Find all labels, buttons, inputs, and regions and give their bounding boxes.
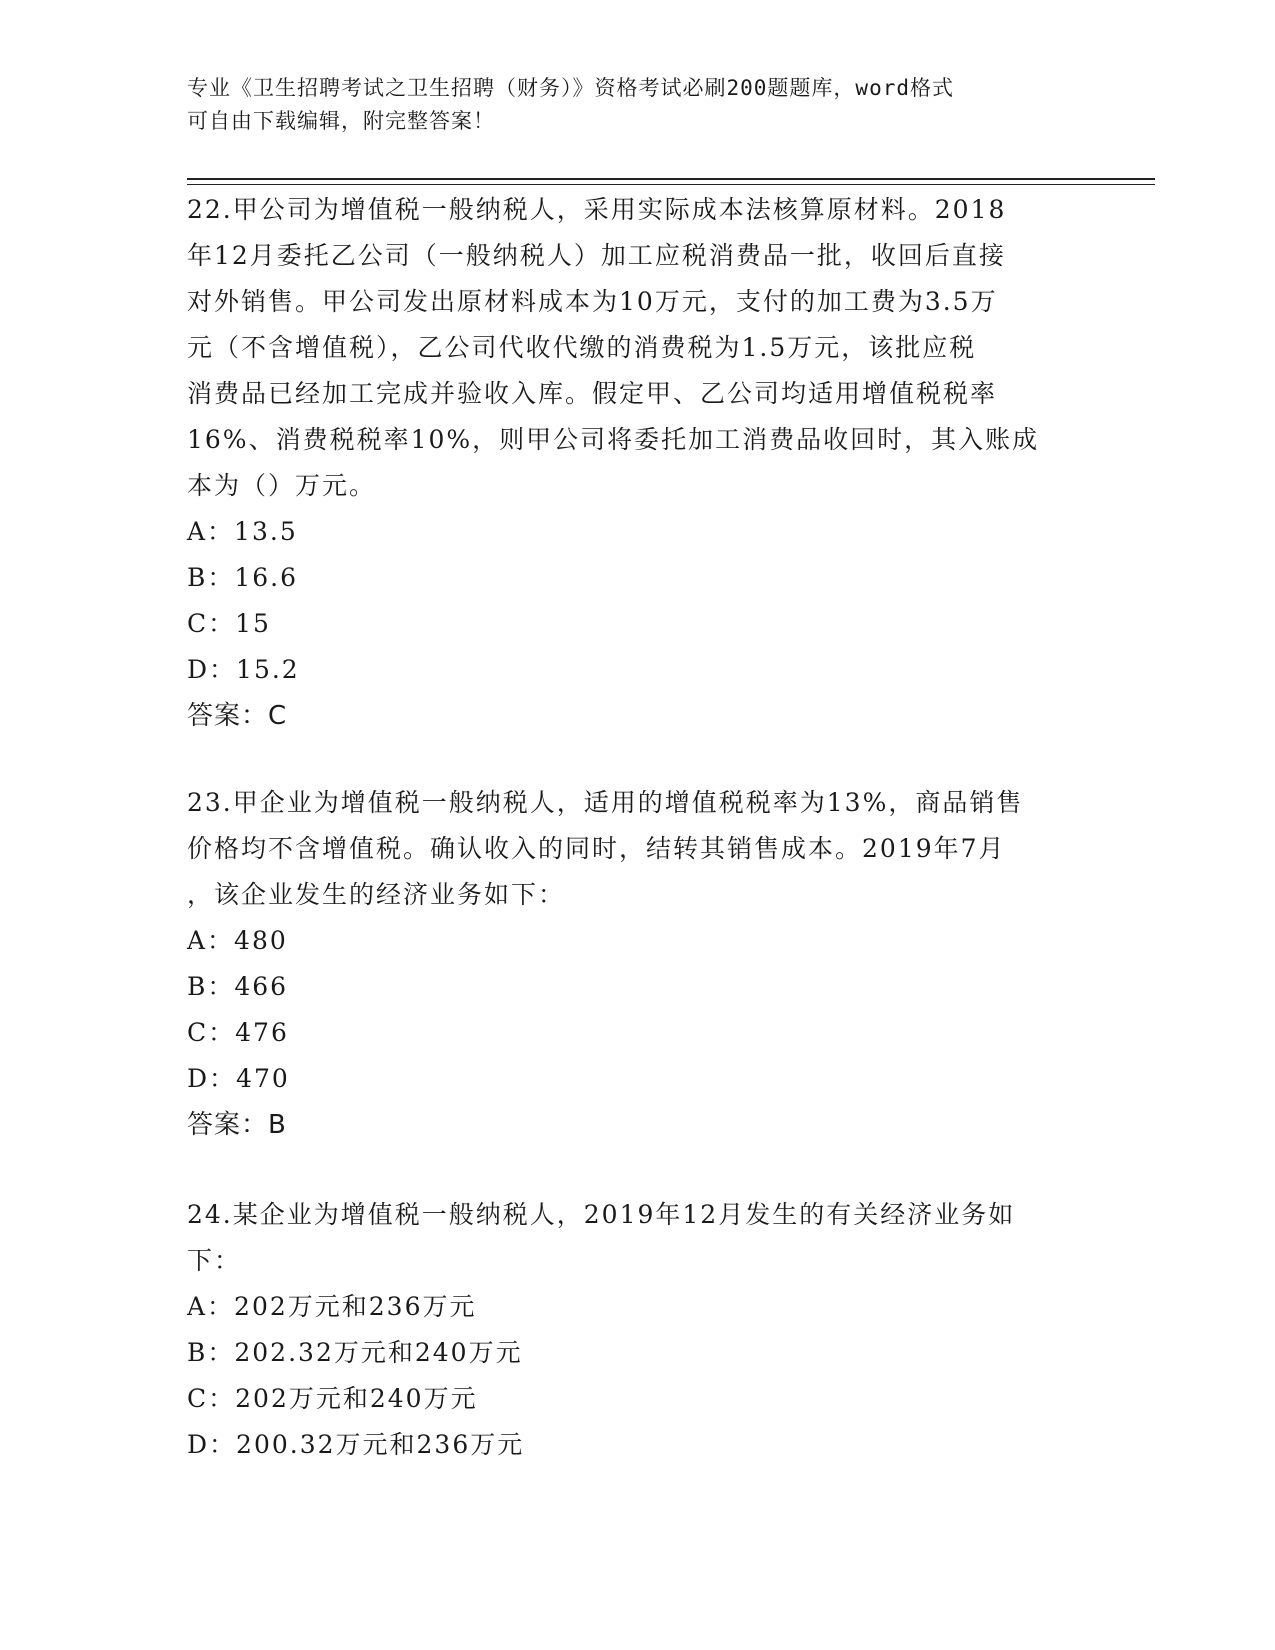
- question-24: [187, 1192, 1077, 1468]
- question-stem: 22.甲公司为增值税一般纳税人，采用实际成本法核算原材料。2018 年12月委托乙公司（一般纳税人）加工应税消费品一批，收回后直接 对外销售。甲公司发出原材料成本为10万元，支付的加工费为3.5万 元（不含增值税），乙公司代收代缴的消费税为1.5万元，该批应税 消费品已经加工完成并验收入库。假定甲、乙公司均适用增值税税率 16%、消费税税率10%，则甲公司将委托加工消费品收回时，其入账成 本为（）万元。: [187, 195, 1040, 500]
- question-stem: 24.某企业为增值税一般纳税人，2019年12月发生的有关经济业务如 下：: [187, 1200, 1016, 1275]
- answer: 答案：B: [187, 1110, 287, 1140]
- header-line-1: 专业《卫生招聘考试之卫生招聘（财务）》资格考试必刷200题题库，word格式: [187, 76, 954, 100]
- header-line-2: 可自由下载编辑，附完整答案！: [187, 109, 495, 133]
- option-a: A：480: [187, 926, 288, 955]
- question-stem: 23.甲企业为增值税一般纳税人，适用的增值税税率为13%，商品销售 价格均不含增值税。确认收入的同时，结转其销售成本。2019年7月 ，该企业发生的经济业务如下：: [187, 788, 1024, 909]
- option-a: A：202万元和236万元: [187, 1292, 477, 1321]
- option-b: B：202.32万元和240万元: [187, 1338, 523, 1367]
- option-b: B：466: [187, 972, 289, 1001]
- option-c: C：15: [187, 609, 271, 638]
- option-d: D：200.32万元和236万元: [187, 1430, 525, 1459]
- option-b: B：16.6: [187, 563, 299, 592]
- option-d: D：15.2: [187, 655, 300, 684]
- header-divider-thick: [187, 178, 1155, 180]
- option-d: D：470: [187, 1064, 290, 1093]
- answer: 答案：C: [187, 701, 288, 731]
- option-a: A：13.5: [187, 517, 298, 546]
- header-divider-thin: [187, 184, 1155, 185]
- question-23: [187, 780, 1077, 1148]
- option-c: C：202万元和240万元: [187, 1384, 478, 1413]
- document-header: [187, 72, 1067, 138]
- question-22: [187, 187, 1077, 739]
- option-c: C：476: [187, 1018, 289, 1047]
